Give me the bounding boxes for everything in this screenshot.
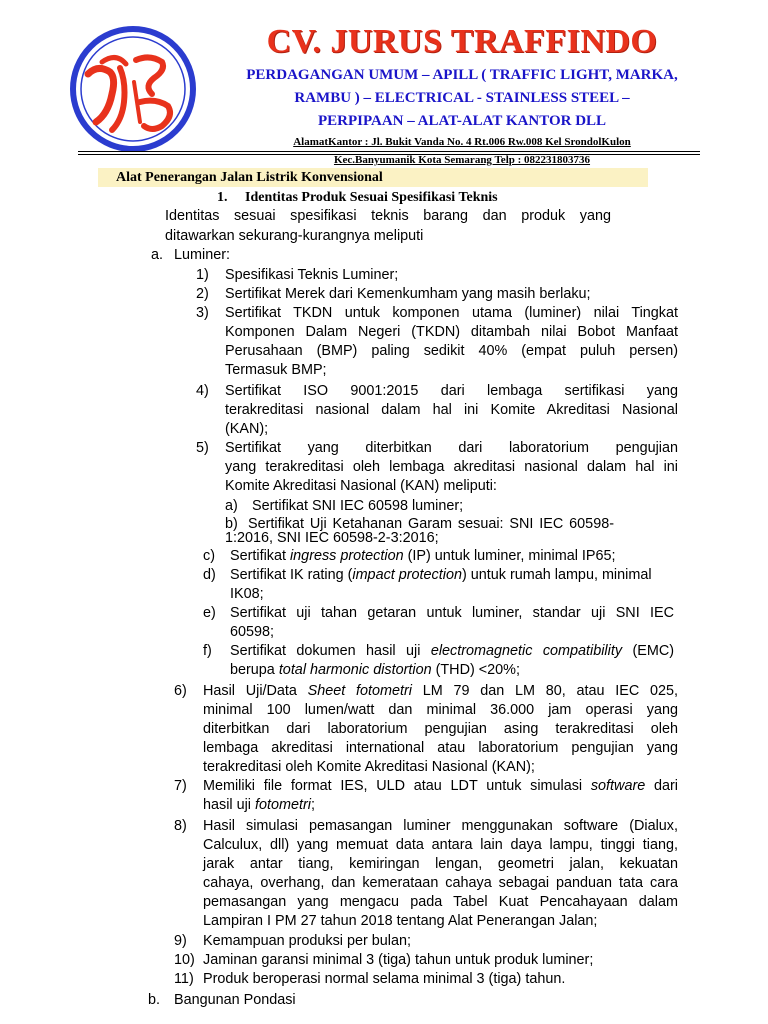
sub-item-number: f) [203, 643, 212, 659]
intro-text: ditawarkan sekurang-kurangnya meliputi [165, 228, 424, 244]
sub-item-number: e) [203, 605, 216, 621]
list-item: Lampiran I PM 27 tahun 2018 tentang Alat Penerangan Jalan; [203, 913, 598, 929]
list-item: Sertifikat yang diterbitkan dari laboratorium pengujian [225, 440, 678, 456]
logo-monogram-icon [66, 22, 200, 156]
sub-item: Sertifikat uji tahan getaran untuk luminer, standar uji SNI IEC [230, 605, 674, 621]
list-item: minimal 100 lumen/watt dan minimal 36.000 jam operasi yang [203, 702, 678, 718]
item-number: 4) [196, 383, 209, 399]
sub-item: berupa total harmonic distortion (THD) <20%; [230, 662, 520, 678]
item-number: 10) [174, 952, 195, 968]
pondasi-title: Bangunan Pondasi [174, 992, 296, 1008]
sub-item: Sertifikat dokumen hasil uji electromagnetic compatibility (EMC) [230, 643, 675, 659]
list-item: Hasil Uji/Data Sheet fotometri LM 79 dan LM 80, atau IEC 025, [203, 683, 678, 699]
letterhead-divider [78, 151, 700, 152]
company-name: CV. JURUS TRAFFINDO [266, 23, 658, 60]
sub-item-number: d) [203, 567, 216, 583]
subsection-title: Identitas Produk Sesuai Spesifikasi Teknis [245, 190, 498, 205]
item-number: 6) [174, 683, 187, 699]
section-title: Alat Penerangan Jalan Listrik Konvensional [98, 168, 648, 187]
list-item: Calculux, dll) yang memuat data antara lain daya lampu, tinggi tiang, [203, 837, 678, 853]
item-number: 9) [174, 933, 187, 949]
sub-item: 60598; [230, 624, 275, 640]
list-item: Memiliki file format IES, ULD atau LDT untuk simulasi software dari [203, 778, 678, 794]
list-item: hasil uji fotometri; [203, 797, 315, 813]
list-item: terakreditasi nasional dalam hal ini Komite Akreditasi Nasional [225, 402, 678, 418]
list-item: Komite Akreditasi Nasional (KAN) meliputi: [225, 478, 497, 494]
item-number: 5) [196, 440, 209, 456]
letterhead [212, 22, 712, 167]
letterhead-divider [78, 154, 700, 155]
list-item: Sertifikat TKDN untuk komponen utama (luminer) nilai Tingkat [225, 305, 678, 321]
list-item: pemasangan yang mengacu pada Tabel Kuat Pencahayaan dalam [203, 894, 678, 910]
company-phone: Kec.Banyumanik Kota Semarang Telp : 082231803736 [333, 154, 591, 166]
list-item: Sertifikat Merek dari Kemenkumham yang masih berlaku; [225, 286, 591, 302]
sub-item: Sertifikat ingress protection (IP) untuk luminer, minimal IP65; [230, 548, 616, 564]
list-item: Komponen Dalam Negeri (TKDN) ditambah nilai Bobot Manfaat [225, 324, 678, 340]
sub-item: Sertifikat SNI IEC 60598 luminer; [252, 498, 464, 514]
list-item: terakreditasi oleh Komite Akreditasi Nasional (KAN); [203, 759, 535, 775]
sub-item-number: a) [225, 498, 238, 514]
list-item: diterbitkan dari laboratorium pengujian asing terakreditasi oleh [203, 721, 678, 737]
item-number: 2) [196, 286, 209, 302]
list-item: Produk beroperasi normal selama minimal 3 (tiga) tahun. [203, 971, 566, 987]
list-item: Kemampuan produksi per bulan; [203, 933, 411, 949]
business-line: PERDAGANGAN UMUM – APILL ( TRAFFIC LIGHT, MARKA, [246, 67, 678, 83]
list-item: jarak antar tiang, kemiringan lengan, geometri jalan, kekuatan [203, 856, 678, 872]
list-item: Spesifikasi Teknis Luminer; [225, 267, 399, 283]
sub-item: Sertifikat Uji Ketahanan Garam sesuai: SNI IEC 60598- [248, 516, 614, 532]
sub-item: IK08; [230, 586, 264, 602]
item-number: 11) [174, 971, 194, 987]
list-item: Termasuk BMP; [225, 362, 327, 378]
item-number: 7) [174, 778, 187, 794]
list-item: Perusahaan (BMP) paling sedikit 40% (empat puluh persen) [225, 343, 678, 359]
intro-text: Identitas sesuai spesifikasi teknis barang dan produk yang [165, 208, 611, 224]
list-item: Hasil simulasi pemasangan luminer menggunakan software (Dialux, [203, 818, 678, 834]
subsection-number: 1. [217, 190, 228, 205]
item-number: 3) [196, 305, 209, 321]
list-item: lembaga akreditasi international atau laboratorium pengujian yang [203, 740, 678, 756]
item-number: 1) [196, 267, 209, 283]
sub-item-number: c) [203, 548, 215, 564]
sub-item: 1:2016, SNI IEC 60598-2-3:2016; [225, 530, 439, 546]
company-address: AlamatKantor : Jl. Bukit Vanda No. 4 Rt.006 Rw.008 Kel SrondolKulon [293, 136, 631, 148]
business-line: PERPIPAAN – ALAT-ALAT KANTOR DLL [317, 113, 607, 129]
sub-item: Sertifikat IK rating (impact protection) untuk rumah lampu, minimal [230, 567, 652, 583]
company-logo [66, 22, 200, 156]
item-number: 8) [174, 818, 187, 834]
luminer-title: Luminer: [174, 247, 230, 263]
list-item: Sertifikat ISO 9001:2015 dari lembaga sertifikasi yang [225, 383, 678, 399]
list-marker: b. [148, 992, 161, 1008]
list-item: cahaya, overhang, dan kemerataan cahaya sebagai panduan tata cara [203, 875, 678, 891]
list-item: Jaminan garansi minimal 3 (tiga) tahun untuk produk luminer; [203, 952, 594, 968]
list-marker: a. [151, 247, 164, 263]
list-item: (KAN); [225, 421, 269, 437]
subsection-heading [217, 188, 498, 207]
business-line: RAMBU ) – ELECTRICAL - STAINLESS STEEL – [294, 90, 630, 106]
sub-item-number: b) [225, 516, 238, 532]
list-item: yang terakreditasi oleh lembaga akreditasi nasional dalam hal ini [225, 459, 678, 475]
